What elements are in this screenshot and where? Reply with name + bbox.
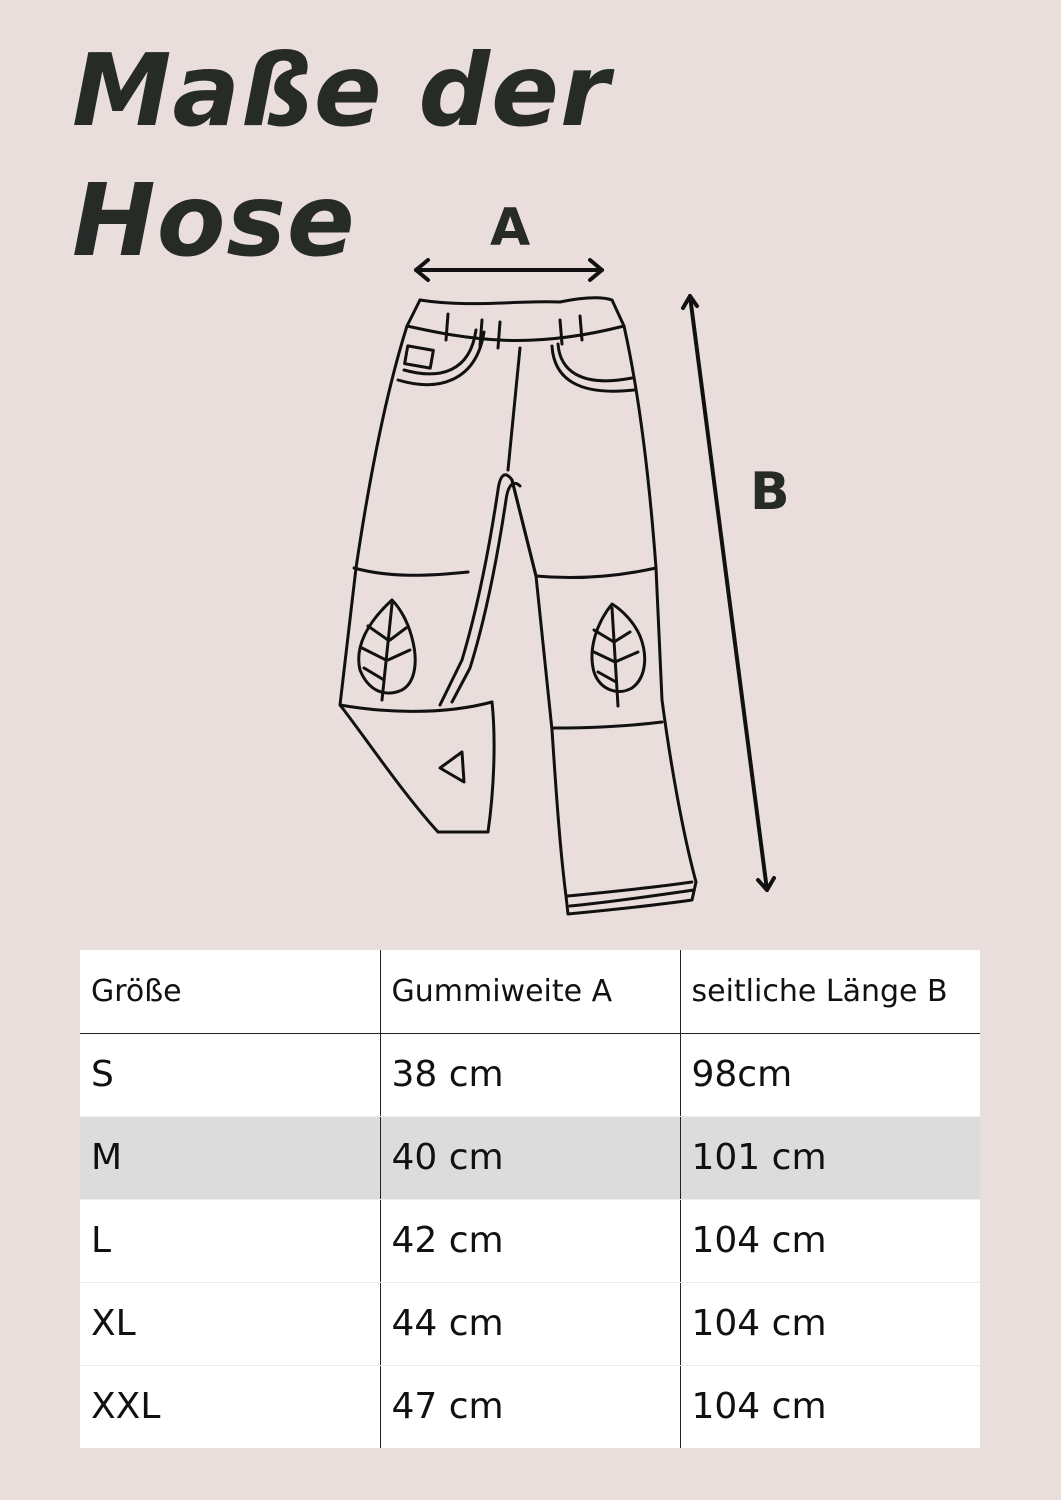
dimension-label-a: A bbox=[490, 198, 531, 258]
cell-width: 40 cm bbox=[380, 1116, 680, 1199]
cell-length: 104 cm bbox=[680, 1365, 980, 1448]
cell-size: M bbox=[80, 1116, 380, 1199]
table-header-row bbox=[80, 950, 980, 1033]
cell-width: 42 cm bbox=[380, 1199, 680, 1282]
right-leg-icon bbox=[512, 326, 696, 914]
right-pocket-icon bbox=[558, 344, 632, 381]
left-leaf-icon bbox=[359, 600, 415, 700]
table-row bbox=[80, 1365, 980, 1448]
cell-length: 104 cm bbox=[680, 1199, 980, 1282]
arrow-b-icon bbox=[683, 296, 774, 890]
triangle-icon bbox=[440, 752, 464, 782]
cell-size: S bbox=[80, 1033, 380, 1116]
header-side-length: seitliche Länge B bbox=[680, 950, 980, 1033]
cell-size: XXL bbox=[91, 1386, 161, 1428]
table-row bbox=[80, 1282, 980, 1365]
right-leaf-icon bbox=[592, 604, 645, 706]
title-line-1: Maße der bbox=[72, 32, 611, 149]
cell-size: XL bbox=[80, 1282, 380, 1365]
cell-width: 47 cm bbox=[380, 1365, 680, 1448]
waistband-icon bbox=[407, 298, 624, 348]
left-leg-icon bbox=[340, 326, 494, 832]
header-size: Größe bbox=[80, 950, 380, 1033]
cell-size: L bbox=[80, 1199, 380, 1282]
table-row bbox=[80, 1033, 980, 1116]
table-row bbox=[80, 1199, 980, 1282]
size-table bbox=[80, 950, 980, 1448]
table-row bbox=[80, 1116, 980, 1199]
pants-diagram bbox=[0, 180, 1061, 940]
title-line-2: Hose bbox=[72, 162, 356, 279]
arrow-a-icon bbox=[416, 260, 602, 280]
cell-length: 101 cm bbox=[680, 1116, 980, 1199]
cell-width: 38 cm bbox=[380, 1033, 680, 1116]
header-elastic-width: Gummiweite A bbox=[380, 950, 680, 1033]
cell-width: 44 cm bbox=[380, 1282, 680, 1365]
cell-length: 104 cm bbox=[680, 1282, 980, 1365]
cell-length: 98cm bbox=[680, 1033, 980, 1116]
dimension-label-b: B bbox=[750, 462, 790, 522]
